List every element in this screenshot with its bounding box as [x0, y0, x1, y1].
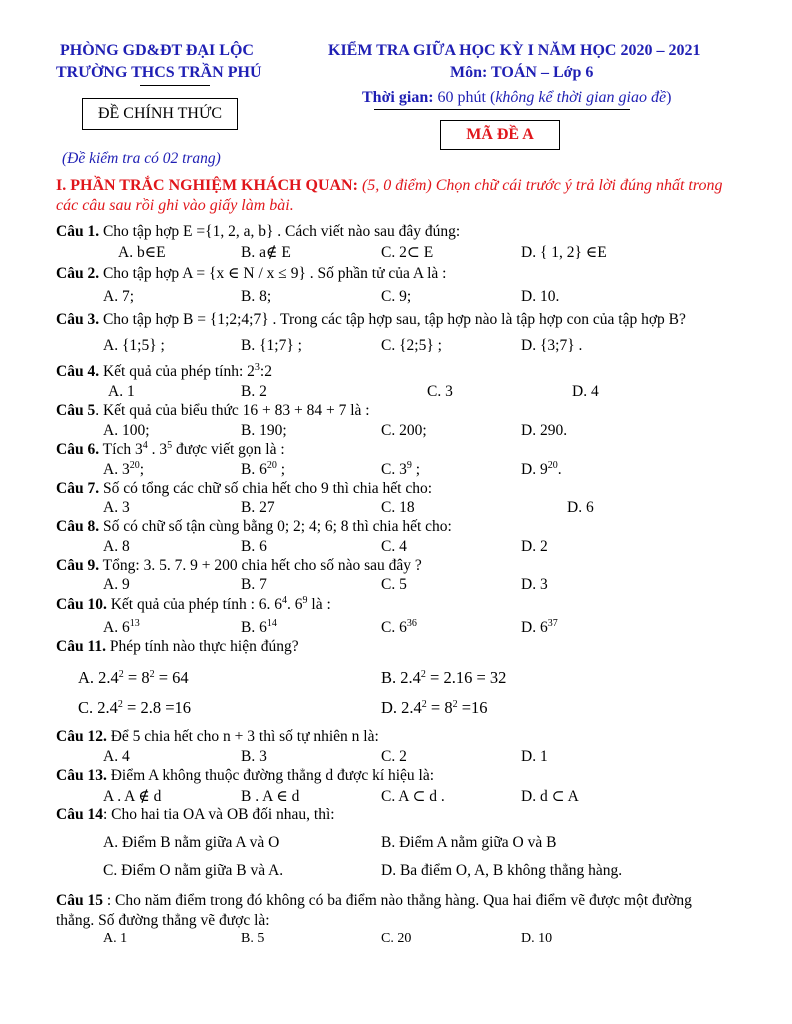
question-3-text: Cho tập hợp B = {1;2;4;7} . Trong các tập hợp sau, tập hợp nào là tập hợp con của tập hợp B? [99, 311, 686, 328]
q5-option-c: C. 200; [381, 422, 427, 439]
q6-d-base: D. 9 [521, 461, 548, 478]
q9-option-a: A. 9 [103, 576, 130, 593]
section-instruction-2: các câu sau rồi ghi vào giấy làm bài. [56, 197, 294, 214]
q6-b-base: B. 6 [241, 461, 267, 478]
q10-a-exp: 13 [129, 618, 140, 629]
question-10-exp-2: 9 [302, 595, 308, 606]
q2-option-b: B. 8; [241, 288, 272, 305]
question-14 [56, 806, 335, 824]
question-5 [56, 402, 370, 420]
question-15-number: Câu 15 [56, 892, 103, 909]
q11-option-a [78, 668, 189, 688]
q11-b-exp: 2 [420, 669, 426, 680]
time-value: 60 phút ( [433, 89, 496, 106]
exam-code-box: MÃ ĐỀ A [440, 120, 560, 150]
q11-c-part-1: C. 2.4 [78, 698, 118, 717]
question-8 [56, 518, 452, 536]
department-name: PHÒNG GD&ĐT ĐẠI LỘC [60, 42, 254, 59]
section-title: I. PHẦN TRẮC NGHIỆM KHÁCH QUAN: [56, 177, 358, 194]
question-15-text: : Cho năm điểm trong đó không có ba điểm nào thẳng hàng. Qua hai điểm vẽ được một đường [102, 892, 692, 909]
time-label: Thời gian: [362, 89, 434, 106]
q2-option-d: D. 10. [521, 288, 560, 305]
q13-option-b: B . A ∈ d [241, 788, 300, 805]
q12-option-a: A. 4 [103, 748, 130, 765]
q10-d-exp: 37 [547, 618, 558, 629]
question-1 [56, 223, 460, 241]
q8-option-a: A. 8 [103, 538, 130, 555]
question-8-text: Số có chữ số tận cùng bằng 0; 2; 4; 6; 8 thì chia hết cho: [99, 518, 452, 535]
question-10-text-2: . 6 [287, 596, 303, 613]
q11-option-b [381, 668, 506, 688]
q1-option-d: D. { 1, 2} ∈E [521, 244, 607, 261]
question-3 [56, 311, 686, 329]
question-4-text: Kết quả của phép tính: 2 [99, 363, 255, 380]
q13-option-d: D. d ⊂ A [521, 788, 579, 805]
q11-d-exp-2: 2 [452, 699, 458, 710]
q11-a-exp-2: 2 [149, 669, 155, 680]
q11-a-exp-1: 2 [118, 669, 124, 680]
question-7 [56, 480, 432, 498]
question-1-text: Cho tập hợp E ={1, 2, a, b} . Cách viết nào sau đây đúng: [99, 223, 461, 240]
q4-option-a: A. 1 [108, 383, 135, 400]
q10-d-base: D. 6 [521, 619, 548, 636]
pages-note: (Đề kiểm tra có 02 trang) [62, 150, 221, 167]
question-6-number: Câu 6. [56, 441, 100, 458]
q14-option-b: B. Điểm A nằm giữa O và B [381, 834, 557, 851]
question-4-number: Câu 4. [56, 363, 100, 380]
question-6 [56, 441, 285, 459]
question-3-number: Câu 3. [56, 311, 100, 328]
question-9-number: Câu 9. [56, 557, 100, 574]
question-8-number: Câu 8. [56, 518, 100, 535]
question-2 [56, 264, 446, 283]
q11-d-part-2: = 8 [426, 698, 453, 717]
q6-a-base: A. 3 [103, 461, 130, 478]
question-6-exp-1: 4 [142, 440, 148, 451]
question-4-text-2: :2 [259, 363, 272, 380]
q1-option-c: C. 2⊂ E [381, 244, 434, 261]
q13-option-c: C. A ⊂ d . [381, 788, 445, 805]
q4-option-b: B. 2 [241, 383, 267, 400]
question-4-exponent: 3 [254, 362, 260, 373]
question-2-number: Câu 2. [56, 265, 100, 282]
q6-option-b [241, 461, 285, 479]
q8-option-b: B. 6 [241, 538, 267, 555]
q2-option-c: C. 9; [381, 288, 412, 305]
question-14-text: : Cho hai tia OA và OB đối nhau, thì: [102, 806, 335, 823]
question-13 [56, 767, 434, 785]
q3-option-c: C. {2;5} ; [381, 337, 442, 354]
q3-option-b: B. {1;7} ; [241, 337, 302, 354]
q11-a-part-1: A. 2.4 [78, 668, 119, 687]
question-7-text: Số có tổng các chữ số chia hết cho 9 thì chia hết cho: [99, 480, 433, 497]
question-10-number: Câu 10. [56, 596, 107, 613]
official-exam-box: ĐỀ CHÍNH THỨC [82, 98, 238, 130]
section-heading [56, 177, 723, 195]
question-4 [56, 363, 272, 381]
q5-option-a: A. 100; [103, 422, 150, 439]
q1-option-b: B. a∉ E [241, 244, 291, 261]
q6-option-c [381, 461, 420, 479]
question-6-exp-2: 5 [167, 440, 173, 451]
q10-a-base: A. 6 [103, 619, 130, 636]
q11-option-d [381, 698, 488, 718]
exam-title: KIỂM TRA GIỮA HỌC KỲ I NĂM HỌC 2020 – 2021 [328, 42, 701, 59]
time-close: ) [666, 89, 672, 106]
question-10-exp-1: 4 [282, 595, 288, 606]
q2-option-a: A. 7; [103, 288, 134, 305]
question-13-text: Điểm A không thuộc đường thẳng d được kí hiệu là: [106, 767, 435, 784]
question-9-text: Tổng: 3. 5. 7. 9 + 200 chia hết cho số nào sau đây ? [99, 557, 422, 574]
question-11 [56, 638, 299, 656]
question-13-number: Câu 13. [56, 767, 107, 784]
q15-option-c: C. 20 [381, 931, 412, 946]
question-9 [56, 557, 422, 575]
time-underline [374, 109, 630, 110]
q4-option-c: C. 3 [427, 383, 453, 400]
q7-option-a: A. 3 [103, 499, 130, 516]
q6-b-exp: 20 [266, 460, 277, 471]
question-5-number: Câu 5 [56, 402, 96, 419]
q6-d-exp: 20 [547, 460, 558, 471]
q12-option-b: B. 3 [241, 748, 267, 765]
q5-option-b: B. 190; [241, 422, 287, 439]
q11-c-part-2: = 2.8 =16 [122, 698, 192, 717]
question-10 [56, 596, 331, 614]
q11-b-part-1: B. 2.4 [381, 668, 421, 687]
q12-option-c: C. 2 [381, 748, 407, 765]
q3-option-a: A. {1;5} ; [103, 337, 165, 354]
q10-b-base: B. 6 [241, 619, 267, 636]
q7-option-d: D. 6 [567, 499, 594, 516]
q11-c-exp: 2 [117, 699, 123, 710]
question-15-text-2: thẳng. Số đường thẳng vẽ được là: [56, 912, 270, 929]
exam-time [362, 89, 671, 107]
q8-option-d: D. 2 [521, 538, 548, 555]
time-note: không kể thời gian giao đề [495, 89, 667, 106]
q11-b-part-2: = 2.16 = 32 [425, 668, 507, 687]
question-10-text: Kết quả của phép tính : 6. 6 [106, 596, 283, 613]
q15-option-b: B. 5 [241, 931, 265, 946]
q11-d-part-1: D. 2.4 [381, 698, 422, 717]
q14-option-d: D. Ba điểm O, A, B không thẳng hàng. [381, 862, 623, 879]
q12-option-d: D. 1 [521, 748, 548, 765]
q11-option-c [78, 698, 191, 718]
q8-option-c: C. 4 [381, 538, 407, 555]
question-11-number: Câu 11. [56, 638, 106, 655]
q6-c-base: C. 3 [381, 461, 407, 478]
question-6-text: Tích 3 [99, 441, 143, 458]
question-2-text: Cho tập hợp A = {x ∈ N / x ≤ 9} . Số phần tử của A là : [99, 265, 447, 282]
q15-option-d: D. 10 [521, 931, 553, 946]
q11-a-part-3: = 64 [154, 668, 189, 687]
q6-option-a [103, 461, 144, 479]
q15-option-a: A. 1 [103, 931, 128, 946]
school-underline [140, 85, 210, 86]
section-instruction-1: (5, 0 điểm) Chọn chữ cái trước ý trả lời đúng nhất trong [357, 177, 723, 194]
q10-option-b [241, 619, 277, 637]
question-12-text: Để 5 chia hết cho n + 3 thì số tự nhiên n là: [106, 728, 379, 745]
question-6-text-2: . 3 [147, 441, 168, 458]
q10-option-a [103, 619, 140, 637]
q9-option-b: B. 7 [241, 576, 267, 593]
q4-option-d: D. 4 [572, 383, 599, 400]
q9-option-c: C. 5 [381, 576, 407, 593]
q3-option-d: D. {3;7} . [521, 337, 583, 354]
question-12-number: Câu 12. [56, 728, 107, 745]
q10-c-base: C. 6 [381, 619, 407, 636]
question-10-text-3: là : [307, 596, 331, 613]
question-14-number: Câu 14 [56, 806, 103, 823]
q11-d-part-3: =16 [457, 698, 488, 717]
q7-option-c: C. 18 [381, 499, 415, 516]
q10-b-exp: 14 [266, 618, 277, 629]
q7-option-b: B. 27 [241, 499, 275, 516]
q5-option-d: D. 290. [521, 422, 568, 439]
question-1-number: Câu 1. [56, 223, 100, 240]
question-5-text: . Kết quả của biểu thức 16 + 83 + 84 + 7 là : [95, 402, 370, 419]
q1-option-a: A. b∈E [118, 244, 166, 261]
q6-c-tail: ; [411, 461, 421, 478]
q11-d-exp-1: 2 [421, 699, 427, 710]
question-12 [56, 728, 379, 746]
q6-a-exp: 20 [129, 460, 140, 471]
q13-option-a: A . A ∉ d [103, 788, 162, 805]
q9-option-d: D. 3 [521, 576, 548, 593]
q14-option-a: A. Điểm B nằm giữa A và O [103, 834, 280, 851]
q6-d-tail: . [557, 461, 562, 478]
school-name: TRƯỜNG THCS TRẦN PHÚ [56, 64, 262, 81]
q6-option-d [521, 461, 562, 479]
question-11-text: Phép tính nào thực hiện đúng? [105, 638, 299, 655]
q6-a-tail: ; [139, 461, 145, 478]
q10-option-c [381, 619, 417, 637]
q6-c-exp: 9 [406, 460, 412, 471]
q14-option-c: C. Điểm O nằm giữa B và A. [103, 862, 284, 879]
question-7-number: Câu 7. [56, 480, 100, 497]
q10-c-exp: 36 [406, 618, 417, 629]
q6-b-tail: ; [276, 461, 286, 478]
question-15 [56, 892, 692, 910]
question-6-text-3: được viết gọn là : [172, 441, 285, 458]
q10-option-d [521, 619, 558, 637]
exam-subject: Môn: TOÁN – Lớp 6 [450, 64, 594, 81]
q11-a-part-2: = 8 [123, 668, 150, 687]
